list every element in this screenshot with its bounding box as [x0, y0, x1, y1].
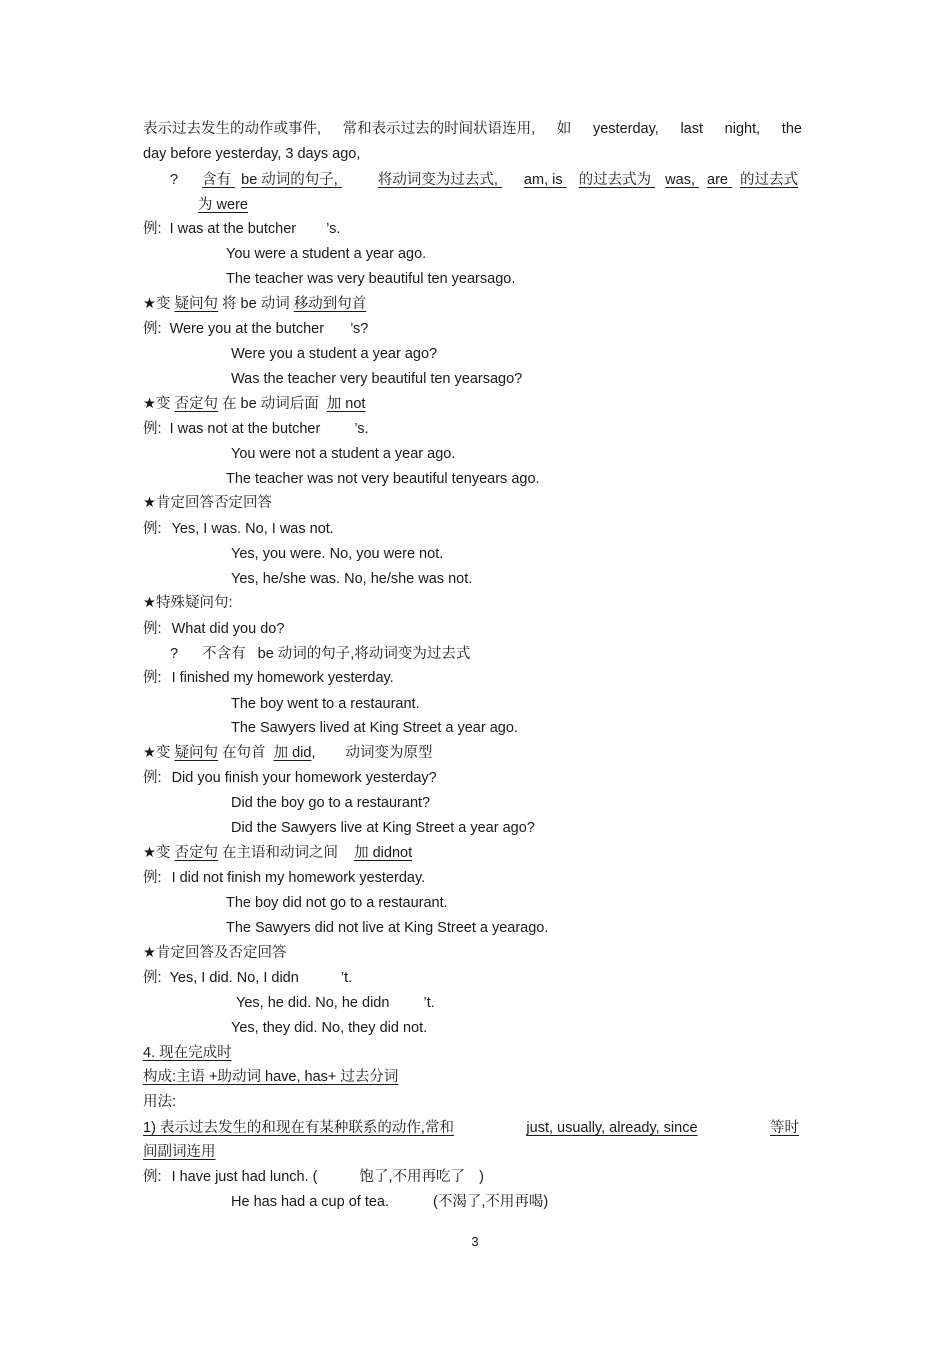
- keyword: 加 did: [273, 745, 312, 761]
- text-segment: 将动词变为过去式,: [377, 172, 498, 188]
- structure-line: 构成:主语 +助动词 have, has+ 过去分词: [143, 1069, 399, 1085]
- rule-star: ★变: [143, 845, 171, 861]
- example-line: The Sawyers did not live at King Street a yearago.: [226, 920, 549, 936]
- example-label: 例:: [143, 521, 162, 537]
- section-title: ★肯定回答否定回答: [143, 495, 272, 511]
- text-segment: 1) 表示过去发生的和现在有某种联系的动作,常和: [143, 1120, 454, 1136]
- example-label: 例:: [143, 621, 162, 637]
- usage-line-1: [143, 120, 802, 138]
- example-line: Did the boy go to a restaurant?: [231, 795, 431, 811]
- example-label: 例:: [143, 970, 162, 986]
- rule-line: [143, 744, 433, 762]
- example-line: [143, 1168, 484, 1186]
- text-segment: last: [680, 121, 704, 137]
- text-segment: 如: [556, 121, 572, 137]
- example-text: He has had a cup of tea.: [231, 1194, 389, 1210]
- text-segment: be 动词的句子,: [241, 172, 338, 188]
- text-segment: 在句首: [222, 745, 266, 761]
- text-segment: 在主语和动词之间: [222, 845, 339, 861]
- rule-line: [143, 844, 412, 862]
- rule-star: ★变: [143, 396, 171, 412]
- rule-line: [143, 295, 366, 313]
- text-segment: am, is: [523, 172, 563, 188]
- keyword: 疑问句: [174, 296, 218, 312]
- example-label: 例:: [143, 321, 162, 337]
- example-text: I did not finish my homework yesterday.: [171, 870, 426, 886]
- example-text: Yes, he did. No, he didn: [236, 995, 390, 1011]
- rule-star: ★变: [143, 745, 171, 761]
- text-segment: 不含有: [202, 646, 246, 662]
- example-label: 例:: [143, 421, 162, 437]
- example-line: [143, 769, 437, 787]
- example-line: Were you a student a year ago?: [231, 346, 438, 362]
- keyword: 加 not: [326, 396, 366, 412]
- keyword: 加 didnot: [354, 845, 413, 861]
- usage-line-2: day before yesterday, 3 days ago,: [143, 146, 361, 162]
- example-line: The teacher was very beautiful ten yearsago.: [226, 271, 516, 287]
- example-line: [236, 994, 435, 1012]
- keyword: 否定句: [174, 845, 218, 861]
- example-line: You were a student a year ago.: [226, 246, 427, 262]
- text-segment: 常和表示过去的时间状语连用,: [342, 121, 536, 137]
- example-label: 例:: [143, 770, 162, 786]
- example-label: 例:: [143, 1169, 162, 1185]
- example-text: Yes, I was. No, I was not.: [171, 521, 334, 537]
- example-text: ): [479, 1169, 484, 1185]
- rule1-line-1: [143, 1119, 799, 1137]
- example-line: Yes, they did. No, they did not.: [231, 1020, 428, 1036]
- example-line: [143, 320, 368, 338]
- section-title: ★肯定回答及否定回答: [143, 945, 287, 961]
- example-label: 例:: [143, 670, 162, 686]
- example-line: Yes, you were. No, you were not.: [231, 546, 444, 562]
- example-text: I have just had lunch. (: [171, 1169, 318, 1185]
- section-title: ★特殊疑问句:: [143, 595, 233, 611]
- text-segment: 动词变为原型: [345, 745, 433, 761]
- example-text: ’s.: [326, 221, 341, 237]
- text-segment: be 动词的句子,将动词变为过去式: [257, 646, 471, 662]
- text-segment: ,: [311, 745, 316, 761]
- example-line: Yes, he/she was. No, he/she was not.: [231, 571, 473, 587]
- example-line: The boy did not go to a restaurant.: [226, 895, 448, 911]
- example-text: Yes, I did. No, I didn: [169, 970, 299, 986]
- text-segment: 含有: [202, 172, 232, 188]
- be-rule-line-1: [170, 171, 810, 189]
- bullet: ?: [170, 646, 179, 662]
- example-line: [143, 520, 334, 538]
- example-text: I was not at the butcher: [169, 421, 321, 437]
- text-segment: night,: [724, 121, 761, 137]
- rule1-line-2: 间副词连用: [143, 1144, 216, 1160]
- example-translation: 饱了,不用再吃了: [359, 1169, 466, 1185]
- example-text: ’s?: [350, 321, 369, 337]
- example-label: 例:: [143, 221, 162, 237]
- text-segment: 的过去式: [740, 172, 799, 188]
- text-segment: was,: [665, 172, 695, 188]
- text-segment: 表示过去发生的动作或事件,: [143, 121, 322, 137]
- example-line: [143, 420, 369, 438]
- bullet: ?: [170, 172, 179, 188]
- text-segment: just, usually, already, since: [526, 1120, 698, 1136]
- example-line: Did the Sawyers live at King Street a year ago?: [231, 820, 535, 836]
- example-text: Were you at the butcher: [169, 321, 325, 337]
- keyword: 移动到句首: [293, 296, 367, 312]
- example-text: I finished my homework yesterday.: [171, 670, 394, 686]
- example-line: Was the teacher very beautiful ten yearsago?: [231, 371, 523, 387]
- example-line: [143, 869, 425, 887]
- keyword: 疑问句: [174, 745, 218, 761]
- text-segment: yesterday,: [592, 121, 659, 137]
- example-line: [143, 969, 352, 987]
- nonbe-rule-line: [170, 645, 470, 663]
- example-line: [143, 620, 284, 638]
- keyword: 否定句: [174, 396, 218, 412]
- section-heading: 4. 现在完成时: [143, 1045, 232, 1061]
- example-line: The boy went to a restaurant.: [231, 696, 420, 712]
- example-translation: (不渴了,不用再喝): [433, 1194, 549, 1210]
- page-number: 3: [471, 1234, 479, 1249]
- example-text: I was at the butcher: [169, 221, 297, 237]
- be-rule-text: [202, 171, 810, 189]
- example-line: You were not a student a year ago.: [231, 446, 456, 462]
- text-segment: the: [781, 121, 802, 137]
- example-text: ’s.: [354, 421, 369, 437]
- be-rule-line-2: 为 were: [198, 197, 248, 213]
- example-text: What did you do?: [171, 621, 285, 637]
- example-line: [143, 669, 394, 687]
- example-label: 例:: [143, 870, 162, 886]
- example-line: [231, 1193, 548, 1211]
- example-text: Did you finish your homework yesterday?: [171, 770, 437, 786]
- rule-star: ★变: [143, 296, 171, 312]
- text-segment: 在 be 动词后面: [222, 396, 319, 412]
- text-segment: are: [707, 172, 728, 188]
- example-text: ’t.: [423, 995, 435, 1011]
- example-text: ’t.: [340, 970, 353, 986]
- rule-line: [143, 395, 365, 413]
- example-line: The teacher was not very beautiful tenyears ago.: [226, 471, 540, 487]
- text-segment: 等时: [770, 1120, 799, 1136]
- text-segment: 将 be 动词: [222, 296, 290, 312]
- example-line: [143, 220, 340, 238]
- usage-label: 用法:: [143, 1094, 177, 1110]
- example-line: The Sawyers lived at King Street a year ago.: [231, 720, 518, 736]
- text-segment: 的过去式为: [578, 172, 652, 188]
